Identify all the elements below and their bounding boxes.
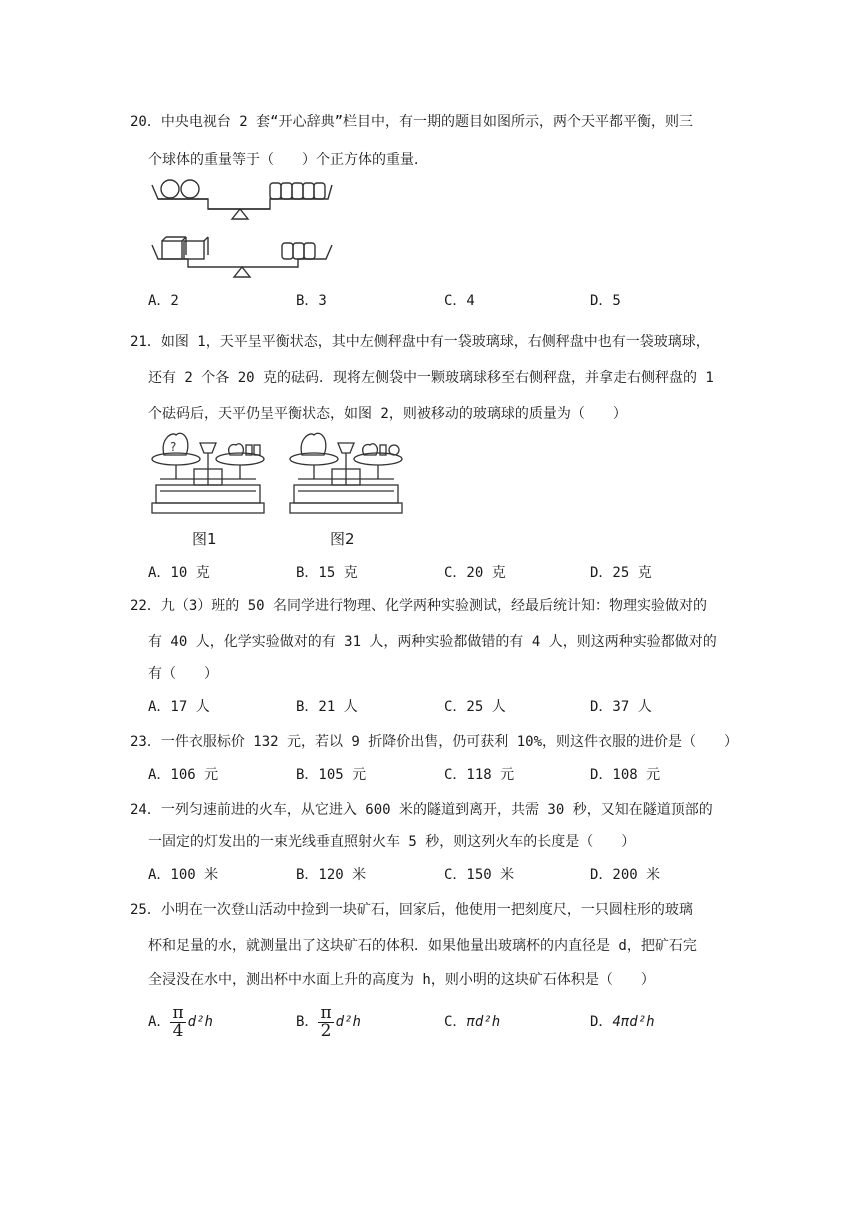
- q23-option-b[interactable]: B．105 元: [296, 767, 367, 783]
- q25-option-a-term: d²h: [187, 1014, 213, 1030]
- q25-option-b-numerator: π: [320, 1002, 332, 1023]
- q22-line-3: 有（ ）: [148, 666, 218, 682]
- q25-option-d-term: 4πd²h: [612, 1014, 655, 1030]
- q20-line-1: 20．中央电视台 2 套“开心辞典”栏目中，有一期的题目如图所示，两个天平都平衡，则三: [130, 114, 693, 130]
- q20-option-d[interactable]: D．5: [590, 293, 621, 309]
- q24-option-d[interactable]: D．200 米: [590, 867, 661, 883]
- q22-option-a[interactable]: A．17 人: [148, 699, 210, 715]
- q25-option-c[interactable]: [444, 1002, 500, 1042]
- q25-option-b-label: B．: [296, 1014, 319, 1030]
- q21-figure-1-scale: [150, 425, 266, 521]
- q20-line-2: 个球体的重量等于（ ）个正方体的重量．: [148, 152, 428, 168]
- svg-text:?: ?: [170, 440, 177, 454]
- q23-option-d[interactable]: D．108 元: [590, 767, 661, 783]
- q24-options: [148, 864, 748, 886]
- q23-line-1: 23．一件衣服标价 132 元，若以 9 折降价出售，仍可获利 10%，则这件衣服的进价是（ ）: [130, 734, 738, 750]
- q22-line-2: 有 40 人，化学实验做对的有 31 人，两种实验都做错的有 4 人，则这两种实验都做对的: [148, 634, 717, 650]
- q25-line-1: 25．小明在一次登山活动中捡到一块矿石，回家后，他使用一把刻度尺，一只圆柱形的玻璃: [130, 902, 693, 918]
- q25-option-d[interactable]: [590, 1002, 655, 1042]
- q25-option-a-label: A．: [148, 1014, 171, 1030]
- q21-figure-2-scale: [288, 425, 404, 521]
- q20-balance-figure: [148, 175, 348, 279]
- q21-line-2: 还有 2 个各 20 克的砝码．现将左侧袋中一颗玻璃球移至右侧秤盘，并拿走右侧秤盘的 1: [148, 370, 714, 386]
- q23-option-c[interactable]: C．118 元: [444, 767, 515, 783]
- bottom-balance: [152, 237, 332, 277]
- q25-option-a-fraction: [170, 1002, 185, 1041]
- q25-option-b[interactable]: [296, 1002, 361, 1042]
- q20-option-a[interactable]: A．2: [148, 293, 179, 309]
- q22-option-c[interactable]: C．25 人: [444, 699, 506, 715]
- q20-options: [148, 290, 748, 312]
- q25-option-b-term: d²h: [335, 1014, 361, 1030]
- q25-line-2: 杯和足量的水，就测量出了这块矿石的体积．如果他量出玻璃杯的内直径是 d，把矿石完: [148, 938, 697, 954]
- q21-option-a[interactable]: A．10 克: [148, 565, 210, 581]
- q22-option-b[interactable]: B．21 人: [296, 699, 358, 715]
- q21-caption-2: 图2: [330, 530, 355, 548]
- q25-option-c-label: C．: [444, 1014, 467, 1030]
- top-balance: [152, 180, 332, 219]
- q25-option-b-fraction: [318, 1002, 333, 1041]
- q24-option-c[interactable]: C．150 米: [444, 867, 515, 883]
- q21-line-3: 个砝码后，天平仍呈平衡状态，如图 2，则被移动的玻璃球的质量为（ ）: [148, 406, 627, 422]
- q24-option-a[interactable]: A．100 米: [148, 867, 219, 883]
- q24-option-b[interactable]: B．120 米: [296, 867, 367, 883]
- q21-option-c[interactable]: C．20 克: [444, 565, 506, 581]
- q21-caption-1: 图1: [192, 530, 217, 548]
- q23-options: [148, 764, 748, 786]
- q21-option-d[interactable]: D．25 克: [590, 565, 652, 581]
- q25-option-d-label: D．: [590, 1014, 613, 1030]
- q25-option-c-term: πd²h: [466, 1014, 501, 1030]
- q25-line-3: 全浸没在水中，测出杯中水面上升的高度为 h，则小明的这块矿石体积是（ ）: [148, 972, 655, 988]
- q21-option-b[interactable]: B．15 克: [296, 565, 358, 581]
- q24-line-1: 24．一列匀速前进的火车，从它进入 600 米的隧道到离开，共需 30 秒，又知在隧道顶部的: [130, 802, 713, 818]
- q23-option-a[interactable]: A．106 元: [148, 767, 219, 783]
- q21-line-1: 21．如图 1，天平呈平衡状态，其中左侧秤盘中有一袋玻璃球，右侧秤盘中也有一袋玻璃球，: [130, 334, 710, 350]
- q22-option-d[interactable]: D．37 人: [590, 699, 652, 715]
- q25-option-a[interactable]: [148, 1002, 213, 1042]
- q25-options: [148, 1002, 748, 1042]
- q21-options: [148, 562, 748, 584]
- q22-options: [148, 696, 748, 718]
- q25-option-b-denominator: 2: [320, 1020, 332, 1041]
- q20-option-c[interactable]: C．4: [444, 293, 475, 309]
- q25-option-a-numerator: π: [172, 1002, 184, 1023]
- q20-option-b[interactable]: B．3: [296, 293, 327, 309]
- q24-line-2: 一固定的灯发出的一束光线垂直照射火车 5 秒，则这列火车的长度是（ ）: [148, 834, 636, 850]
- q25-option-a-denominator: 4: [172, 1020, 184, 1041]
- q22-line-1: 22．九（3）班的 50 名同学进行物理、化学两种实验测试，经最后统计知：物理实验做对的: [130, 598, 707, 614]
